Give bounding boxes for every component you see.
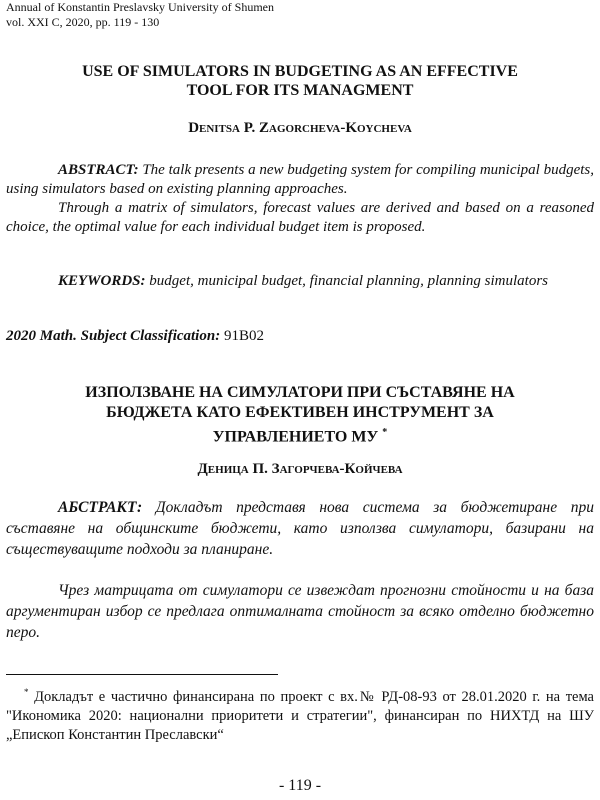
abstract-en-p2: Through a matrix of simulators, forecast values are derived and based on a reasoned choice, the optimal value for each individual budget item is proposed. <box>6 200 594 235</box>
footnote-text: Докладът е частично финансирана по проект с вх.№ РД-08-93 от 28.01.2020 г. на тема "Икономика 2020: национални приоритети и стратегии", финансиран по НИХТД на ШУ „Епископ Константин Преславски“ <box>6 688 594 743</box>
paper-title-en <box>20 62 580 100</box>
author-bg: Деница П. Загорчева-Койчева <box>197 461 403 477</box>
abstract-en-text1: The talk presents a new budgeting system for compiling municipal budgets, using simulators based on existing planning approaches. <box>6 162 594 197</box>
author-en: Denitsa P. Zagorcheva-Koycheva <box>188 120 412 136</box>
paper-title-bg <box>20 383 580 447</box>
title-bg-line3: УПРАВЛЕНИЕТО МУ <box>212 428 379 446</box>
footnote-divider <box>6 674 278 675</box>
title-bg-line3-wrap <box>20 423 580 447</box>
abstract-label-en: ABSTRACT: <box>58 162 139 178</box>
title-footnote-mark: * <box>382 427 388 438</box>
title-bg-line2: БЮДЖЕТА КАТО ЕФЕКТИВЕН ИНСТРУМЕНТ ЗА <box>106 404 494 421</box>
volume-pages: vol. XXI C, 2020, pp. 119 - 130 <box>6 15 160 29</box>
msc-value: 91B02 <box>220 328 264 344</box>
keywords-label: KEYWORDS: <box>58 273 146 289</box>
title-bg-line1: ИЗПОЛЗВАНЕ НА СИМУЛАТОРИ ПРИ СЪСТАВЯНЕ НА <box>85 384 515 401</box>
footnote-mark: * <box>24 687 29 697</box>
title-en-line2: TOOL FOR ITS MANAGMENT <box>186 82 414 99</box>
msc-label: 2020 Math. Subject Classification: <box>6 328 221 344</box>
running-head <box>6 0 274 30</box>
abstract-en-p1 <box>6 161 594 199</box>
footnote <box>6 683 594 745</box>
abstract-bg-p1 <box>6 497 594 560</box>
keywords-en <box>6 272 594 291</box>
msc-classification <box>6 328 264 345</box>
journal-name: Annual of Konstantin Preslavsky University of Shumen <box>6 0 274 14</box>
title-en-line1: USE OF SIMULATORS IN BUDGETING AS AN EFFECTIVE <box>82 63 518 80</box>
page-number: - 119 - <box>278 777 322 794</box>
abstract-bg-p2: Чрез матрицата от симулатори се извеждат прогнозни стойности и на база аргументиран избор се предлага оптималната стойност за всяко отделно бюджетно перо. <box>6 582 594 641</box>
abstract-bg-text1: Докладът представя нова система за бюджетиране при съставяне на общинските бюджети, като използва симулатори, базирани на съществуващите подходи за планиране. <box>6 499 594 558</box>
keywords-text: budget, municipal budget, financial planning, planning simulators <box>145 273 549 289</box>
abstract-label-bg: АБСТРАКТ: <box>58 499 143 516</box>
